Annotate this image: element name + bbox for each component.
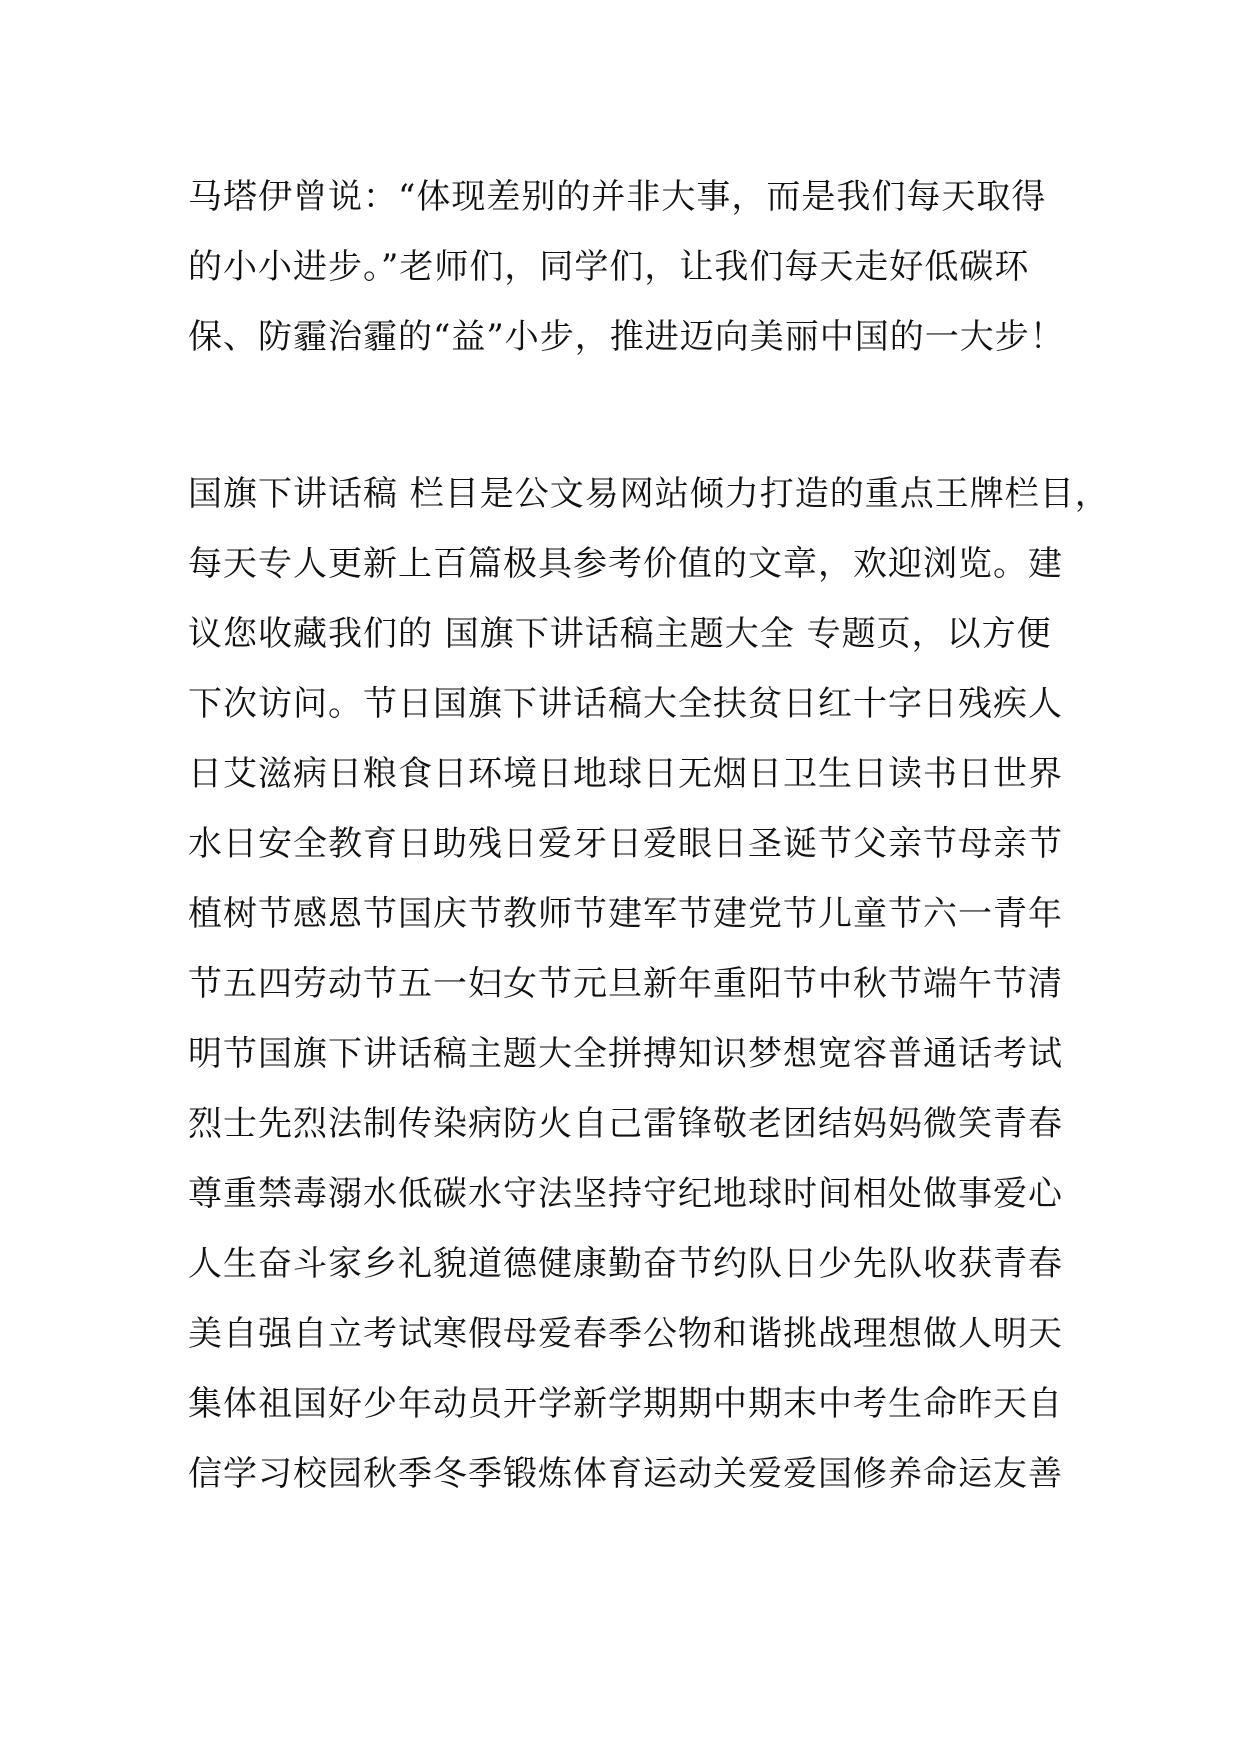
text-line: 明节国旗下讲话稿主题大全拼搏知识梦想宽容普通话考试 — [188, 1034, 1063, 1074]
text-line: 议您收藏我们的 国旗下讲话稿主题大全 专题页，以方便 — [188, 614, 1052, 654]
text-line: 的小小进步。”老师们，同学们，让我们每天走好低碳环 — [188, 247, 1030, 287]
text-line: 美自强自立考试寒假母爱春季公物和谐挑战理想做人明天 — [188, 1314, 1063, 1354]
text-line: 水日安全教育日助残日爱牙日爱眼日圣诞节父亲节母亲节 — [188, 824, 1063, 864]
text-line: 马塔伊曾说：“体现差别的并非大事，而是我们每天取得 — [188, 177, 1047, 217]
text-line: 集体祖国好少年动员开学新学期期中期末中考生命昨天自 — [188, 1384, 1063, 1424]
text-line: 尊重禁毒溺水低碳水守法坚持守纪地球时间相处做事爱心 — [188, 1174, 1063, 1214]
paragraph-quote — [188, 162, 1068, 372]
text-line: 国旗下讲话稿 栏目是公文易网站倾力打造的重点王牌栏目， — [188, 474, 1110, 514]
text-line: 下次访问。节日国旗下讲话稿大全扶贫日红十字日残疾人 — [188, 684, 1063, 724]
text-line: 保、防霾治霾的“益”小步，推进迈向美丽中国的一大步！ — [188, 317, 1065, 357]
text-line: 节五四劳动节五一妇女节元旦新年重阳节中秋节端午节清 — [188, 964, 1063, 1004]
text-line: 人生奋斗家乡礼貌道德健康勤奋节约队日少先队收获青春 — [188, 1244, 1063, 1284]
text-line: 植树节感恩节国庆节教师节建军节建党节儿童节六一青年 — [188, 894, 1063, 934]
text-line: 烈士先烈法制传染病防火自己雷锋敬老团结妈妈微笑青春 — [188, 1104, 1063, 1144]
paragraph-site-info — [188, 459, 1110, 1509]
text-line: 信学习校园秋季冬季锻炼体育运动关爱爱国修养命运友善 — [188, 1454, 1063, 1494]
text-line: 日艾滋病日粮食日环境日地球日无烟日卫生日读书日世界 — [188, 754, 1063, 794]
text-line: 每天专人更新上百篇极具参考价值的文章，欢迎浏览。建 — [188, 544, 1063, 584]
